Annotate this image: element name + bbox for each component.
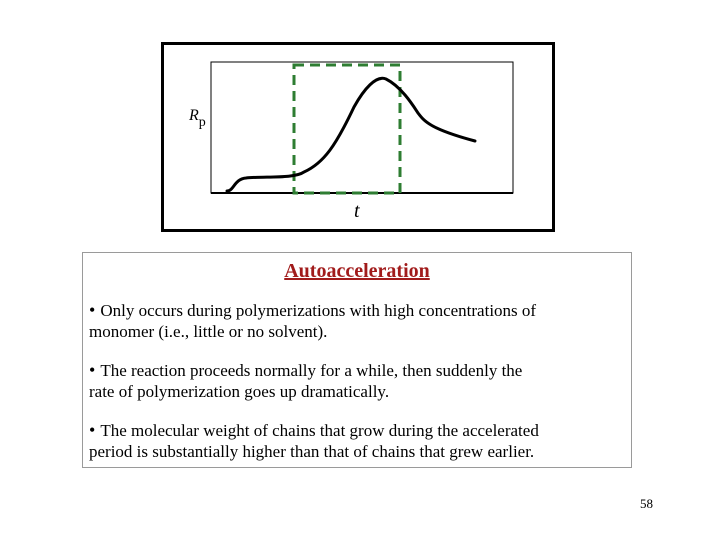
bullet-icon: • xyxy=(89,420,96,440)
bullet-line: The molecular weight of chains that grow during the accelerated xyxy=(100,421,539,440)
bullet-item xyxy=(89,360,624,402)
bullet-line: rate of polymerization goes up dramatically. xyxy=(89,382,390,401)
bullet-line: The reaction proceeds normally for a while, then suddenly the xyxy=(100,361,523,380)
bullet-item xyxy=(89,300,624,342)
bullet-item xyxy=(89,420,624,462)
plot-area xyxy=(211,62,513,193)
autoacceleration-region xyxy=(294,65,400,193)
bullet-icon: • xyxy=(89,300,96,320)
rate-curve xyxy=(227,78,475,191)
slide-number: 58 xyxy=(640,496,653,511)
bullet-line: Only occurs during polymerizations with high concentrations of xyxy=(100,301,537,320)
x-axis-label: t xyxy=(354,200,360,222)
bullet-line: period is substantially higher than that of chains that grew earlier. xyxy=(89,442,535,461)
rate-vs-time-plot xyxy=(164,45,552,229)
box-title: Autoacceleration xyxy=(284,260,430,282)
figure-frame xyxy=(161,42,555,232)
bullet-icon: • xyxy=(89,360,96,380)
autoacceleration-text-box xyxy=(82,252,632,468)
bullet-line: monomer (i.e., little or no solvent). xyxy=(89,322,328,341)
y-axis-label: Rp xyxy=(189,107,206,130)
